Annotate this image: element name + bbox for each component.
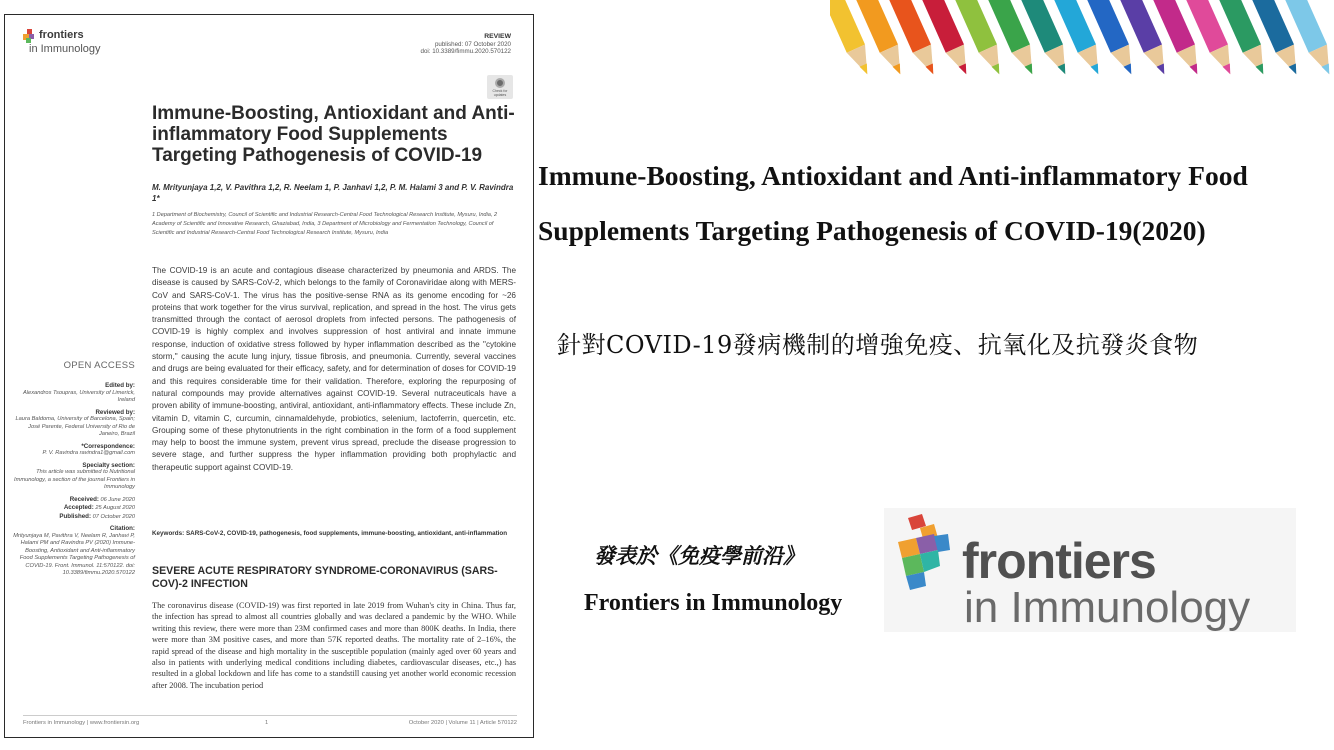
review-info bbox=[421, 33, 511, 56]
paper-keywords bbox=[152, 529, 516, 538]
keywords-label: Keywords: bbox=[152, 530, 185, 537]
published-date: published: 07 October 2020 bbox=[434, 40, 511, 48]
published-value: 07 October 2020 bbox=[92, 513, 135, 520]
received-label: Received: bbox=[69, 495, 99, 503]
check-for-updates-badge[interactable] bbox=[487, 75, 513, 99]
open-access-label: OPEN ACCESS bbox=[63, 360, 135, 371]
paper-title: Immune-Boosting, Antioxidant and Anti-inflammatory Food Supplements Targeting Pathogenesis of COVID-19 bbox=[152, 103, 515, 166]
intro-paragraph: The coronavirus disease (COVID-19) was first reported in late 2019 from Wuhan's city in China. Thus far, the infection has spread to almost all countries globally and was declared a pandemic by the WHO. While writing this review, there were more than 23M confirmed cases and more than 800K deaths. In India, there were more than 3M positive cases, and more than 57K reported deaths. The mortality rate of 2–16%, the rapid spread of the disease and high mortality in the susceptible population (mainly aged over 60 years and also in patients with underlying medical conditions including diabetes, cardiovascular diseases, etc.,) has resulted in a global lockdown and life has come to a standstill causing yet another world economic recession after 2008. The incubation period bbox=[152, 601, 516, 690]
section-heading: SEVERE ACUTE RESPIRATORY SYNDROME-CORONAVIRUS (SARS-COV)-2 INFECTION bbox=[152, 565, 498, 590]
reviewed-by bbox=[13, 409, 135, 439]
article-type: REVIEW bbox=[484, 33, 511, 40]
logo-journal-text: in Immunology bbox=[964, 583, 1251, 632]
citation bbox=[13, 525, 135, 578]
published-in-chinese: 發表於《免疫學前沿》 bbox=[594, 543, 804, 568]
footer-volume: October 2020 | Volume 11 | Article 570122 bbox=[408, 720, 517, 726]
received-value: 06 June 2020 bbox=[100, 496, 135, 503]
paper-sidebar bbox=[13, 360, 135, 582]
published-label: Published: bbox=[59, 512, 92, 520]
english-title: Immune-Boosting, Antioxidant and Anti-inflammatory Food Supplements Targeting Pathogenesis of COVID-19(2020) bbox=[538, 160, 1248, 246]
accepted-label: Accepted: bbox=[63, 504, 94, 511]
frontiers-cube-icon bbox=[894, 514, 958, 590]
reviewed-by-label: Reviewed by: bbox=[95, 408, 135, 416]
check-updates-label: Check for updates bbox=[492, 89, 508, 97]
specialty-label: Specialty section: bbox=[82, 461, 135, 469]
published-in-english: Frontiers in Immunology bbox=[584, 590, 843, 616]
doi: doi: 10.3389/fimmu.2020.570122 bbox=[420, 48, 511, 55]
paper-affiliations: 1 Department of Biochemistry, Council of Scientific and Industrial Research-Central Food Technological Research Institute, Mysuru, India, 2 Academy of Scientific and Innovative Research, Ghaziabad, India, 3 Department of Microbiology and Fermentation Technology, Council of Scientific and Industrial Research-Central Food Technological Research Institute, Mysuru, India bbox=[152, 212, 498, 236]
citation-label: Citation: bbox=[109, 525, 135, 532]
specialty-value: This article was submitted to Nutritional Immunology, a section of the journal Frontiers in Immunology bbox=[14, 469, 135, 490]
paper-page bbox=[4, 14, 534, 738]
pencils-icon bbox=[830, 0, 1334, 140]
paper-authors: M. Mrityunjaya 1,2, V. Pavithra 1,2, R. Neelam 1, P. Janhavi 1,2, P. M. Halami 3 and P. V. Ravindra 1* bbox=[152, 183, 514, 203]
correspondence-label: *Correspondence: bbox=[81, 442, 135, 450]
edited-by bbox=[13, 382, 135, 405]
citation-value: Mrityunjaya M, Pavithra V, Neelam R, Janhavi P, Halami PM and Ravindra PV (2020) Immune-Boosting, Antioxidant and Anti-inflammatory Food Supplements Targeting Pathogenesis of COVID-19. Front. Immunol. 11:570122. doi: 10.3389/fimmu.2020.570122 bbox=[13, 532, 135, 576]
chinese-title: 針對COVID-19發病機制的增強免疫、抗氧化及抗發炎食物 bbox=[557, 331, 1199, 359]
accepted-value: 25 August 2020 bbox=[95, 505, 135, 511]
keywords-list: SARS-CoV-2, COVID-19, pathogenesis, food supplements, immune-boosting, antioxidant, anti-inflammation bbox=[185, 530, 508, 537]
correspondence bbox=[13, 443, 135, 458]
paper-abstract: The COVID-19 is an acute and contagious disease characterized by pneumonia and ARDS. The disease is caused by SARS-CoV-2, which belongs to the family of Coronaviridae along with MERS-CoV and SARS-CoV-1. The virus has the positive-sense RNA as its genome encoding for ~26 proteins that work together for the virus survival, replication, and spread in the host. The virus gets transmitted through the contact of aerosol droplets from infected persons. The pathogenesis of COVID-19 is highly complex and involves suppression of host antiviral and innate immune response, induction of oxidative stress followed by hyper inflammation described as the "cytokine storm," causing the acute lung injury, tissue fibrosis, and pneumonia. Currently, several vaccines and drugs are being evaluated for their efficacy, safety, and for determination of doses for COVID-19 and this requires considerable time for their validation. Therefore, exploring the repurposing of natural compounds may provide alternatives against COVID-19. Several nutraceuticals have a proven ability of immune-boosting, antiviral, antioxidant, anti-inflammatory effects. These include Zn, vitamin D, vitamin C, curcumin, cinnamaldehyde, probiotics, selenium, lactoferrin, quercetin, etc. Grouping some of these phytonutrients in the right combination in the form of a food supplement may help to boost the immune system, prevent virus spread, preclude the disease progression to severe stage, and further suppress the hyper inflammation providing both prophylactic and therapeutic support against COVID-19. bbox=[152, 266, 516, 472]
colored-pencils-image bbox=[830, 0, 1334, 140]
logo-frontiers-text: frontiers bbox=[962, 533, 1156, 589]
brand-name: frontiers bbox=[39, 29, 84, 41]
edited-by-value: Alexandros Tsoupras, University of Limerick, Ireland bbox=[22, 389, 135, 403]
edited-by-label: Edited by: bbox=[105, 382, 135, 389]
check-updates-icon bbox=[495, 78, 505, 88]
footer-journal: Frontiers in Immunology | www.frontiersin.org bbox=[23, 720, 140, 726]
reviewed-by-value: Laura Baldoma, University of Barcelona, Spain; José Parente, Federal University of Rio de Janeiro, Brazil bbox=[15, 416, 135, 437]
brand-journal: in Immunology bbox=[29, 43, 101, 55]
dates bbox=[13, 496, 135, 522]
specialty-section bbox=[13, 462, 135, 492]
frontiers-in-immunology-logo bbox=[884, 508, 1296, 632]
frontiers-logo-icon bbox=[23, 29, 37, 43]
paper-footer bbox=[23, 715, 517, 726]
footer-page: 1 bbox=[265, 720, 269, 726]
correspondence-value: P. V. Ravindra ravindra1@gmail.com bbox=[42, 450, 135, 456]
